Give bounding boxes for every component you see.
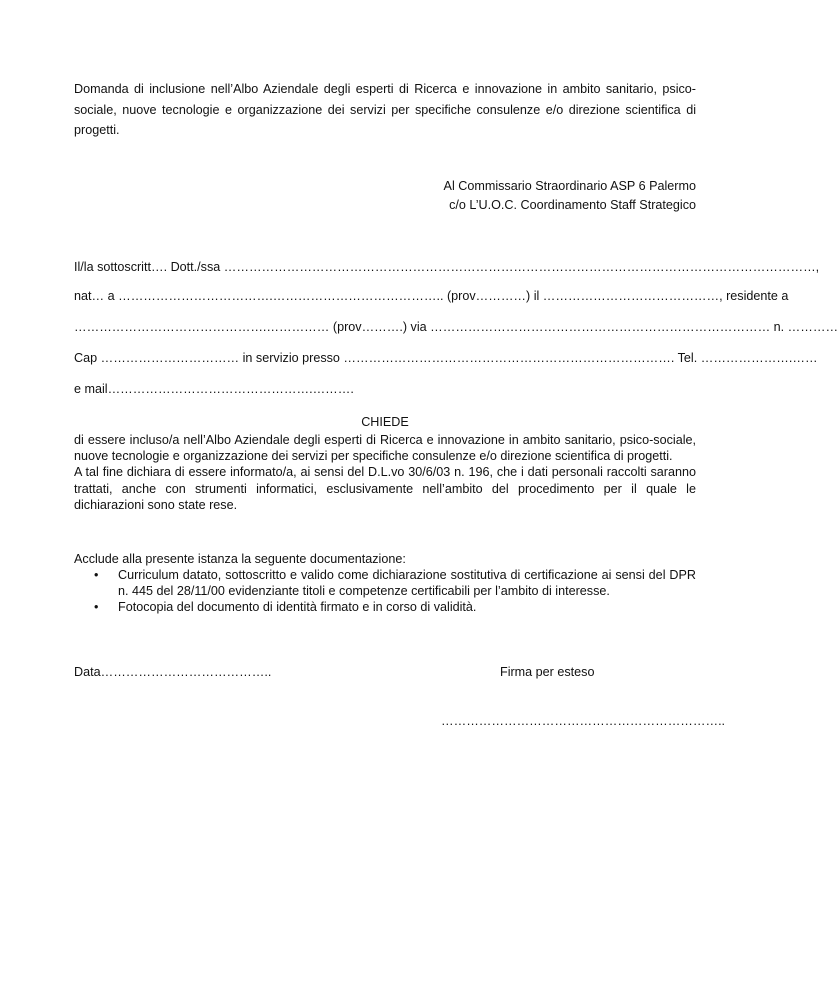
attachments-list: [74, 567, 696, 616]
form-line-email: e mail………………………………………….……….: [74, 382, 354, 396]
list-item: [74, 599, 696, 615]
chiede-heading: CHIEDE: [361, 415, 409, 429]
request-paragraph: di essere incluso/a nell’Albo Aziendale degli esperti di Ricerca e innovazione in ambito sanitario, psico-sociale, nuove tecnologie e organizzazione dei servizi per specifiche consulenze e/o direzione scientifica di progetti.: [74, 433, 696, 464]
recipient-block: [444, 177, 696, 215]
attachment-text: Fotocopia del documento di identità firmato e in corso di validità.: [118, 600, 477, 615]
form-line-residence: ……………………………………….…………… (prov……….) via ……………………………………………………………………… n. …………: [74, 320, 838, 334]
bullet-icon: •: [94, 568, 99, 582]
date-field: Data…………………………………..: [74, 665, 272, 679]
recipient-line-1: Al Commissario Straordinario ASP 6 Palermo: [443, 179, 696, 193]
bullet-icon: •: [94, 600, 99, 615]
form-line-name: Il/la sottoscritt…. Dott./ssa ……………………………………………………………………………………………………………………………,: [74, 260, 820, 274]
signature-label: Firma per esteso: [500, 665, 595, 679]
form-line-service: Cap …………………………… in servizio presso ……………………………………………………………………. Tel. ………………….……: [74, 351, 818, 365]
title-paragraph: Domanda di inclusione nell’Albo Aziendale degli esperti di Ricerca e innovazione in ambito sanitario, psico-sociale, nuove tecnologie e organizzazione dei servizi per specifiche consulenze e/o direzione scientifica di progetti.: [74, 82, 696, 137]
attachments-intro: Acclude alla presente istanza la seguente documentazione:: [74, 552, 406, 566]
privacy-paragraph: A tal fine dichiara di essere informato/a, ai sensi del D.L.vo 30/6/03 n. 196, che i dati personali raccolti saranno trattati, anche con strumenti informatici, esclusivamente nell’ambito del procedimento per il quale le dichiarazioni sono state rese.: [74, 465, 696, 512]
list-item: [74, 567, 696, 599]
request-block: [74, 432, 696, 513]
signature-line: …………………………………………………………..: [441, 714, 726, 728]
form-line-birth: nat… a ……………………………….………………………………….. (prov…………) il ……………………………………, residente a: [74, 289, 789, 303]
attachment-text: Curriculum datato, sottoscritto e valido come dichiarazione sostitutiva di certificazione ai sensi del DPR n. 445 del 28/11/00 evidenziante titoli e competenze certificabili per l’ambito di interesse.: [118, 568, 696, 599]
recipient-line-2: c/o L’U.O.C. Coordinamento Staff Strategico: [449, 198, 696, 212]
